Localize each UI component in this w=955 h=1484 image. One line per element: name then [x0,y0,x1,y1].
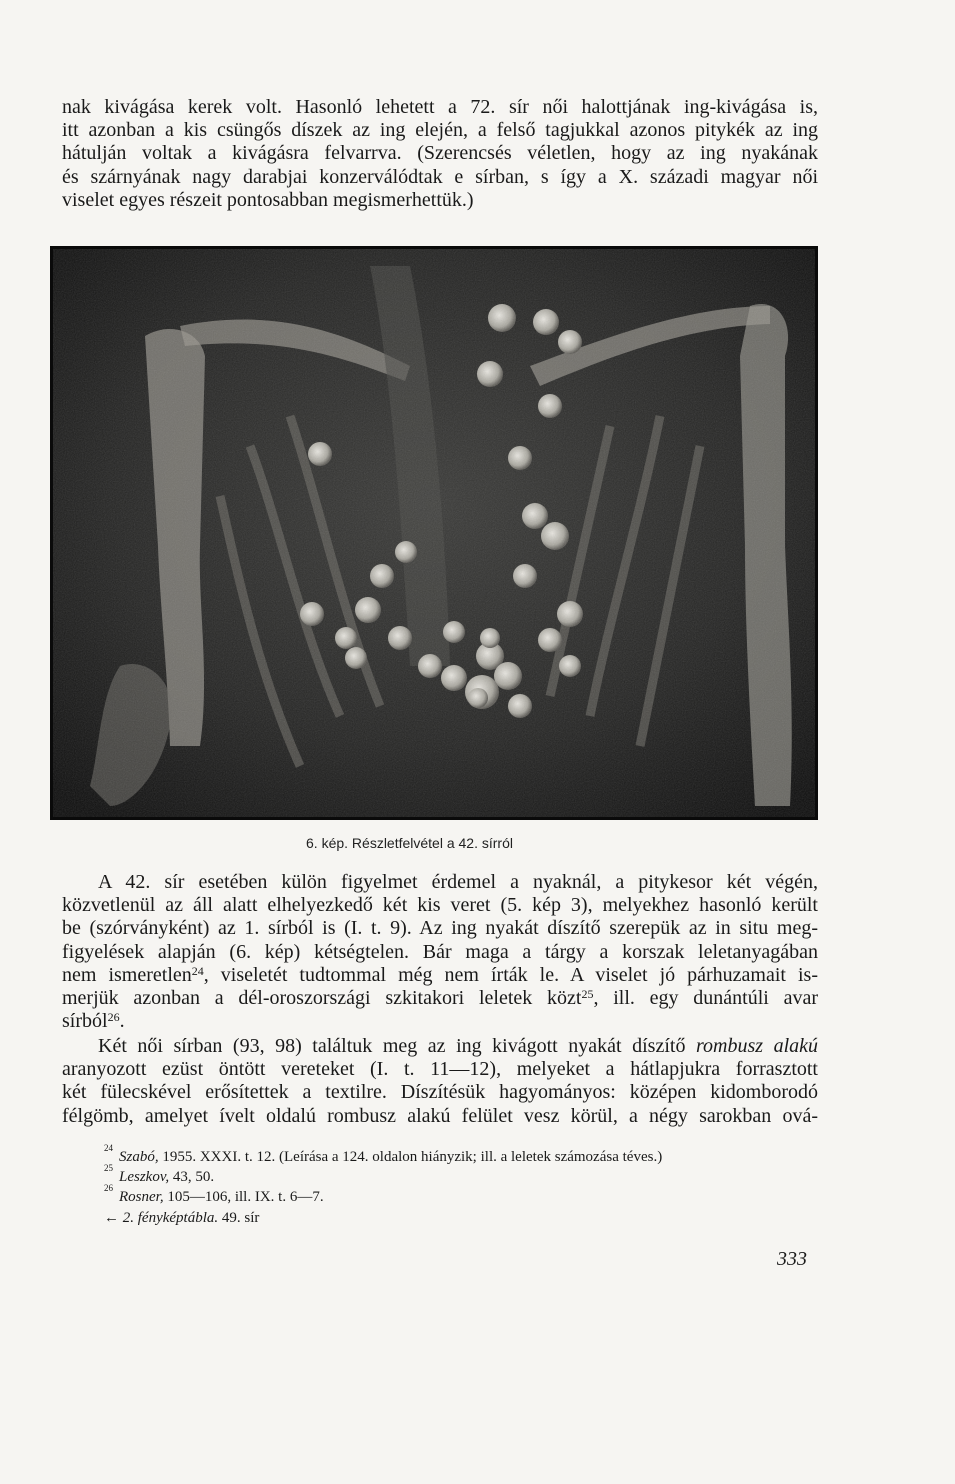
footnote-text: 43, 50. [169,1169,215,1185]
top-paragraph [62,96,818,212]
text-line [62,964,818,987]
text-line: két fülecskével erősítettek a textilre. Díszítésük hagyományos: középen kidomborodó [62,1081,818,1104]
footnote-ref-26[interactable]: 26 [107,1010,120,1025]
plate-note [104,1208,259,1228]
text-line: viselet egyes részeit pontosabban megismerhettük.) [62,188,474,211]
plate-label: 2. fényképtábla. [122,1210,219,1226]
text-line: A 42. sír esetében külön figyelmet érdemel a nyaknál, a pitykesor két végén, [98,871,818,893]
page-number: 333 [777,1248,807,1270]
footnote-author: Szabó, [119,1149,159,1165]
text-segment: . [119,1010,125,1033]
footnote-number: 25 [104,1163,113,1173]
text-line: be (szórványként) az 1. sírból is (I. t. 9). Az ing nyakát díszítő szerepük az in situ meg- [62,917,818,940]
text-line [62,1035,818,1058]
text-segment: merjük azonban a dél-oroszországi szkitakori leletek közt [62,987,582,1010]
text-line: félgömb, amelyet ívelt oldalú rombusz alakú felület vesz körül, a négy sarokban ová- [62,1104,818,1127]
text-line: és szárnyának nagy darabjai konzerválódtak e sírban, s így a X. századi magyar női [62,165,818,188]
footnote-ref-25[interactable]: 25 [581,987,594,1002]
footnote-26 [104,1182,324,1207]
italic-term: rombusz alakú [695,1035,819,1057]
text-segment: nem ismeretlen [62,963,192,986]
footnote-number: 26 [104,1183,113,1193]
text-line: aranyozott ezüst öntött vereteket (I. t. 11—12), melyeket a hátlapjukra forrasztott [62,1058,818,1081]
text-segment: , viseletét tudtommal még nem írták le. A viselet jó párhuzamait is- [203,963,818,986]
plate-text: 49. sír [218,1210,260,1226]
text-line: közvetlenül az áll alatt elhelyezkedő két kis veret (5. kép 3), melyekhez hasonló került [62,894,818,917]
text-segment: , ill. egy dunántúli avar [593,987,818,1010]
text-line: hátulján voltak a kivágásra felvarrva. (Szerencsés véletlen, hogy az ing nyakának [62,142,818,165]
text-line: itt azonban a kis csüngős díszek az ing elején, a felső tagjukkal azonos pitykék az ing [62,119,818,142]
text-segment: Két női sírban (93, 98) találtuk meg az ing kivágott nyakát díszítő [98,1035,696,1057]
footnote-author: Rosner, [119,1189,164,1205]
excavation-photo [50,246,818,820]
figure-caption: 6. kép. Részletfelvétel a 42. sírról [306,835,513,851]
text-line [62,987,818,1010]
footnote-number: 24 [104,1143,113,1153]
paragraph-1 [62,871,818,1033]
text-line: figyelések alapján (6. kép) kétségtelen. Bár maga a tárgy a korszak leletanyagában [62,940,818,963]
text-line: nak kivágása kerek volt. Hasonló lehetett a 72. sír női halottjának ing-kivágása is, [62,96,818,118]
footnote-text: 1955. XXXI. t. 12. (Leírása a 124. oldalon hiányzik; ill. a leletek számozása téves.) [158,1149,663,1165]
paragraph-2 [62,1035,818,1128]
grave-detail-photo-image [50,246,818,820]
arrow-left-icon: ← [104,1210,119,1226]
footnote-ref-24[interactable]: 24 [191,963,204,978]
footnote-author: Leszkov, [119,1169,170,1185]
text-segment: sírból [62,1010,108,1033]
text-line [62,1010,818,1033]
footnote-text: 105—106, ill. IX. t. 6—7. [163,1189,324,1205]
